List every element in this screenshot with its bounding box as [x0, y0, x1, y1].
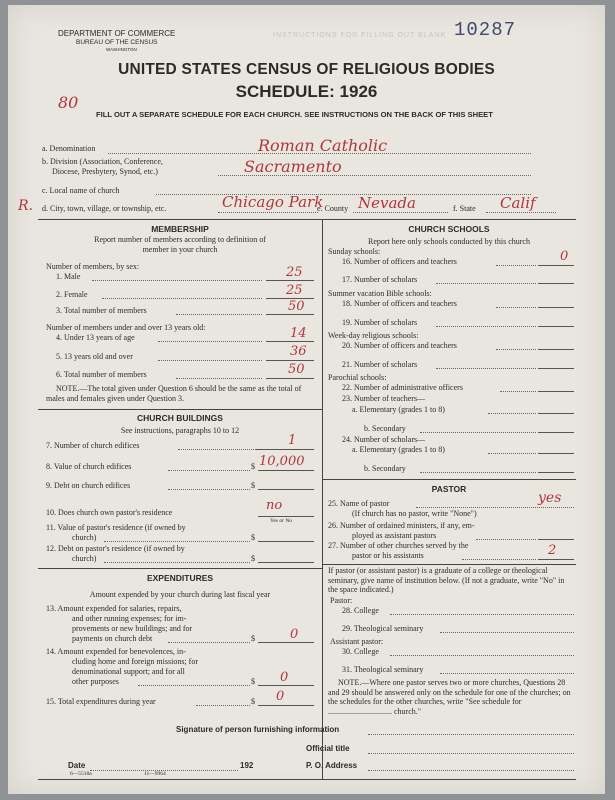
q22-answer-line[interactable]: [538, 391, 574, 392]
members-by-sex-label: Number of members, by sex:: [46, 262, 140, 271]
q27-label-2: pastor or his assistants: [352, 551, 424, 560]
margin-mark: R.: [18, 198, 33, 214]
city-heading: WASHINGTON: [106, 47, 137, 52]
q24a-label: a. Elementary (grades 1 to 8): [352, 445, 445, 454]
q15-answer-line: [258, 705, 314, 706]
q23a-label: a. Elementary (grades 1 to 8): [352, 405, 445, 414]
q6-label: 6. Total number of members: [56, 370, 147, 379]
q9-leader: [168, 489, 250, 490]
q14-answer-line: [258, 685, 314, 686]
q28-label: 28. College: [342, 606, 379, 615]
q19-answer-line[interactable]: [538, 326, 574, 327]
q17-leader: [436, 283, 536, 284]
date-year: 192: [240, 761, 254, 770]
q4-leader: [158, 341, 262, 342]
q26-label-1: 26. Number of ordained ministers, if any, em-: [328, 521, 475, 530]
membership-intro-1: Report number of members according to definition of: [94, 235, 266, 244]
signature-label: Signature of person furnishing information: [176, 725, 340, 734]
q23b-leader: [420, 432, 536, 433]
q26-leader: [476, 539, 536, 540]
grid-bottom-rule: [38, 779, 576, 780]
q14-dollar: $: [251, 677, 255, 686]
q4-answer-line: [266, 341, 314, 342]
state-line: [486, 212, 556, 213]
state-value[interactable]: Calif: [500, 194, 536, 212]
q10-answer-line: [258, 516, 314, 517]
q13-label-4: payments on church debt: [72, 634, 153, 643]
q18-answer-line[interactable]: [538, 307, 574, 308]
q19-leader: [436, 326, 536, 327]
q10-label: 10. Does church own pastor's residence: [46, 508, 173, 517]
q17-answer-line[interactable]: [538, 283, 574, 284]
q1-label: 1. Male: [56, 272, 81, 281]
q9-answer-line[interactable]: [258, 489, 314, 490]
q4-label: 4. Under 13 years of age: [56, 333, 135, 342]
q8-value[interactable]: 10,000: [259, 454, 305, 469]
q25-note: (If church has no pastor, write "None"): [352, 509, 477, 518]
department-heading: DEPARTMENT OF COMMERCE: [58, 29, 176, 38]
q4-value[interactable]: 14: [290, 326, 307, 341]
q7-label: 7. Number of church edifices: [46, 441, 140, 450]
city-line: [218, 212, 318, 213]
q30-label: 30. College: [342, 647, 379, 656]
schools-bottom-rule: [322, 479, 576, 480]
q13-value[interactable]: 0: [290, 627, 299, 642]
expenditures-heading: EXPENDITURES: [146, 573, 214, 583]
q9-dollar: $: [251, 481, 255, 490]
q5-value[interactable]: 36: [290, 344, 307, 359]
q13-answer-line: [258, 642, 314, 643]
q3-label: 3. Total number of members: [56, 306, 147, 315]
q15-value[interactable]: 0: [276, 689, 285, 704]
city-label: d. City, town, village, or township, etc.: [42, 204, 167, 213]
q14-label-1: 14. Amount expended for benevolences, in-: [46, 647, 186, 656]
column-divider: [322, 219, 323, 779]
q5-label: 5. 13 years old and over: [56, 352, 133, 361]
q13-label-1: 13. Amount expended for salaries, repairs,: [46, 604, 182, 613]
q15-leader: [196, 705, 250, 706]
q16-value[interactable]: 0: [560, 249, 569, 264]
q28-line[interactable]: [390, 614, 574, 615]
q17-label: 17. Number of scholars: [342, 275, 418, 284]
faint-bleedthrough-text: INSTRUCTIONS FOR FILLING OUT BLANK: [273, 32, 447, 39]
q13-leader: [168, 642, 250, 643]
q20-label: 20. Number of officers and teachers: [342, 341, 457, 350]
handwritten-number: 80: [58, 93, 79, 112]
q24b-label: b. Secondary: [364, 464, 406, 473]
q31-label: 31. Theological seminary: [342, 665, 424, 674]
q30-line[interactable]: [390, 655, 574, 656]
serial-stamp: 10287: [454, 19, 517, 41]
q21-leader: [436, 368, 536, 369]
q23b-answer-line[interactable]: [538, 432, 574, 433]
q13-dollar: $: [251, 634, 255, 643]
q29-line[interactable]: [440, 632, 574, 633]
membership-note: NOTE.—The total given under Question 6 should be the same as the total of males and females given under Question 3.: [46, 384, 302, 403]
q15-dollar: $: [251, 697, 255, 706]
q12-leader: [104, 562, 250, 563]
city-value[interactable]: Chicago Park: [222, 193, 324, 211]
q3-leader: [176, 314, 262, 315]
q24-label: 24. Number of scholars—: [342, 435, 426, 444]
q6-value[interactable]: 50: [288, 362, 305, 377]
buildings-bottom-rule: [38, 568, 322, 569]
census-schedule-sheet: [8, 5, 605, 794]
q20-answer-line[interactable]: [538, 349, 574, 350]
q14-leader: [138, 685, 250, 686]
q7-value[interactable]: 1: [288, 433, 297, 448]
denomination-value[interactable]: Roman Catholic: [258, 136, 388, 155]
form-title: UNITED STATES CENSUS OF RELIGIOUS BODIES: [118, 61, 495, 78]
q2-value[interactable]: 25: [286, 283, 303, 298]
schedule-title: SCHEDULE: 1926: [235, 82, 378, 101]
division-label-2: Diocese, Presbytery, Synod, etc.): [52, 167, 158, 176]
q23-label: 23. Number of teachers—: [342, 394, 426, 403]
q12-dollar: $: [251, 554, 255, 563]
q23a-answer-line[interactable]: [538, 413, 574, 414]
membership-intro-2: member in your church: [142, 245, 218, 254]
state-label: f. State: [453, 204, 476, 213]
q31-line[interactable]: [440, 673, 574, 674]
official-title-label: Official title: [306, 744, 350, 753]
q25-label: 25. Name of pastor: [328, 499, 390, 508]
q26-answer-line[interactable]: [538, 539, 574, 540]
pastor-divider: [322, 564, 576, 565]
instruction-line: FILL OUT A SEPARATE SCHEDULE FOR EACH CHURCH. SEE INSTRUCTIONS ON THE BACK OF THIS SHEET: [96, 110, 493, 119]
q3-value[interactable]: 50: [288, 299, 305, 314]
po-address-line[interactable]: [368, 770, 574, 771]
division-label-1: b. Division (Association, Conference,: [42, 157, 163, 166]
buildings-heading: CHURCH BUILDINGS: [137, 413, 223, 423]
pastor-note: NOTE.—Where one pastor serves two or more churches, Questions 28 and 29 should be answered only on the schedule for one of the churches; on the schedules for the other churches, write "See schedule for ................................ church.": [328, 678, 571, 716]
q8-answer-line: [258, 470, 314, 471]
q15-label: 15. Total expenditures during year: [46, 697, 156, 706]
q11-label-1: 11. Value of pastor's residence (if owned by: [46, 523, 186, 532]
q14-value[interactable]: 0: [280, 670, 289, 685]
q27-leader: [462, 559, 536, 560]
age-intro-label: Number of members under and over 13 years old:: [46, 323, 206, 332]
parochial-schools-label: Parochial schools:: [328, 373, 387, 382]
q11-label-2: church): [72, 533, 97, 542]
q23b-label: b. Secondary: [364, 424, 406, 433]
q7-leader: [178, 449, 262, 450]
q3-answer-line: [266, 314, 314, 315]
q25-value[interactable]: yes: [538, 490, 562, 506]
expenditures-subheading: Amount expended by your church during last fiscal year: [89, 590, 271, 599]
q23a-leader: [488, 413, 536, 414]
q8-dollar: $: [251, 462, 255, 471]
sunday-schools-label: Sunday schools:: [328, 247, 381, 256]
q16-leader: [496, 265, 536, 266]
q2-leader: [102, 298, 262, 299]
yes-no-hint: Yes or No: [270, 518, 293, 524]
q1-answer-line: [266, 280, 314, 281]
membership-heading: MEMBERSHIP: [151, 224, 209, 234]
q29-label: 29. Theological seminary: [342, 624, 424, 633]
date-label: Date: [68, 761, 86, 770]
official-title-line[interactable]: [368, 753, 574, 754]
q5-leader: [158, 360, 262, 361]
q2-label: 2. Female: [56, 290, 88, 299]
q6-leader: [176, 378, 262, 379]
q12-answer-line[interactable]: [258, 562, 314, 563]
q14-label-2: cluding home and foreign missions; for: [72, 657, 198, 666]
q10-value[interactable]: no: [266, 498, 283, 513]
bureau-heading: BUREAU OF THE CENSUS: [76, 39, 158, 46]
q27-value[interactable]: 2: [548, 543, 557, 558]
church-name-label: c. Local name of church: [42, 186, 120, 195]
q22-leader: [500, 391, 536, 392]
q14-label-4: other purposes: [72, 677, 119, 686]
pastor-sub-label: Pastor:: [330, 596, 353, 605]
q21-answer-line[interactable]: [538, 368, 574, 369]
q9-label: 9. Debt on church edifices: [46, 481, 131, 490]
q27-answer-line: [538, 559, 574, 560]
q19-label: 19. Number of scholars: [342, 318, 418, 327]
q16-label: 16. Number of officers and teachers: [342, 257, 457, 266]
schools-heading: CHURCH SCHOOLS: [408, 224, 490, 234]
assistant-sub-label: Assistant pastor:: [330, 637, 384, 646]
q8-leader: [168, 470, 250, 471]
q11-leader: [104, 541, 250, 542]
q18-label: 18. Number of officers and teachers: [342, 299, 457, 308]
q11-answer-line[interactable]: [258, 541, 314, 542]
church-name-line[interactable]: [156, 194, 531, 195]
q13-label-2: and other running expenses; for im-: [72, 614, 187, 623]
county-line: [353, 212, 448, 213]
q18-leader: [496, 307, 536, 308]
q12-label-1: 12. Debt on pastor's residence (if owned by: [46, 544, 185, 553]
po-address-label: P. O. Address: [306, 761, 358, 770]
q22-label: 22. Number of administrative officers: [342, 383, 463, 392]
q13-label-3: provements or new buildings; and for: [72, 624, 193, 633]
county-label: e. County: [317, 204, 349, 213]
q24b-answer-line[interactable]: [538, 472, 574, 473]
print-number: 11—9964: [144, 771, 166, 777]
q26-label-2: ployed as assistant pastors: [352, 531, 437, 540]
q1-leader: [92, 280, 262, 281]
q7-answer-line: [256, 449, 314, 450]
q14-label-3: denominational support; and for all: [72, 667, 185, 676]
q24a-leader: [488, 453, 536, 454]
buildings-subheading: See instructions, paragraphs 10 to 12: [120, 426, 240, 435]
q21-label: 21. Number of scholars: [342, 360, 418, 369]
form-number: 6—5518a: [70, 771, 92, 777]
county-value[interactable]: Nevada: [358, 194, 416, 212]
q5-answer-line: [266, 360, 314, 361]
q25-line: [416, 507, 574, 508]
q6-answer-line: [266, 378, 314, 379]
q20-leader: [496, 349, 536, 350]
denomination-label: a. Denomination: [42, 144, 96, 153]
signature-line[interactable]: [368, 734, 574, 735]
q8-label: 8. Value of church edifices: [46, 462, 132, 471]
q24b-leader: [420, 472, 536, 473]
schools-subheading: Report here only schools conducted by this church: [368, 237, 530, 246]
q11-dollar: $: [251, 533, 255, 542]
division-value[interactable]: Sacramento: [244, 157, 342, 176]
q24a-answer-line[interactable]: [538, 453, 574, 454]
membership-bottom-rule: [38, 409, 322, 410]
graduate-note: If pastor (or assistant pastor) is a graduate of a college or theological seminary, give name of institution below. (If not a graduate, write "No" in the space indicated.): [328, 566, 565, 594]
weekday-schools-label: Week-day religious schools:: [328, 331, 419, 340]
q27-label-1: 27. Number of other churches served by the: [328, 541, 469, 550]
pastor-heading: PASTOR: [431, 484, 467, 494]
q12-label-2: church): [72, 554, 97, 563]
summer-schools-label: Summer vacation Bible schools:: [328, 289, 432, 298]
q1-value[interactable]: 25: [286, 265, 303, 280]
grid-top-rule: [38, 219, 576, 220]
q16-answer-line: [538, 265, 574, 266]
